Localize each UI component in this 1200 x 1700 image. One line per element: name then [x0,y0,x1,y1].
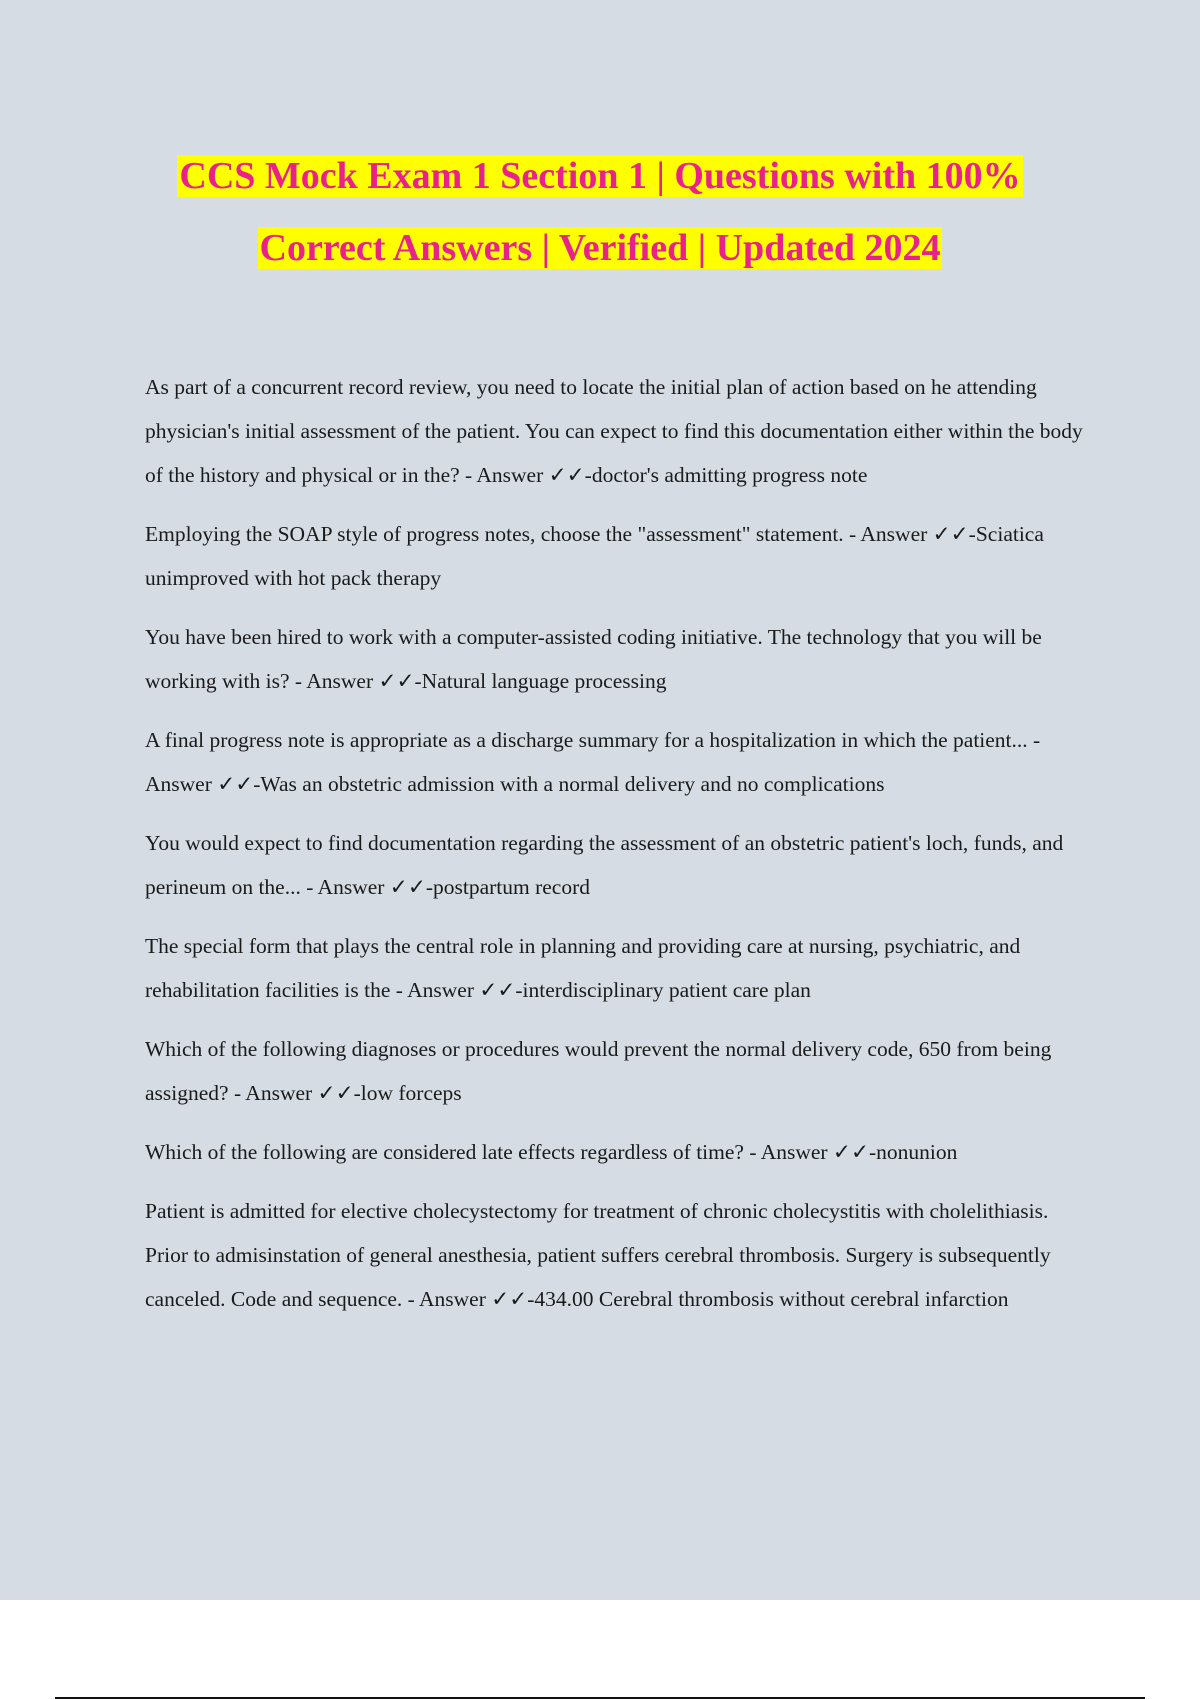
document-title [90,140,1110,284]
question-list [145,365,1090,1336]
question-answer-item: As part of a concurrent record review, you need to locate the initial plan of action based on he attending physician's initial assessment of the patient. You can expect to find this documentation either within the body of the history and physical or in the? - Answer ✓✓-doctor's admitting progress note [145,375,1083,487]
title-line-2: Correct Answers | Verified | Updated 2024 [259,227,941,269]
footer-divider [55,1697,1145,1699]
question-answer-item: A final progress note is appropriate as a discharge summary for a hospitalization in which the patient... - Answer ✓✓-Was an obstetric admission with a normal delivery and no complications [145,728,1041,796]
question-answer-item: You have been hired to work with a computer-assisted coding initiative. The technology that you will be working with is? - Answer ✓✓-Natural language processing [145,625,1042,693]
question-answer-item: Which of the following diagnoses or procedures would prevent the normal delivery code, 650 from being assigned? - Answer ✓✓-low forceps [145,1037,1052,1105]
question-answer-item: You would expect to find documentation regarding the assessment of an obstetric patient's loch, funds, and perineum on the... - Answer ✓✓-postpartum record [145,831,1064,899]
question-answer-item: Patient is admitted for elective cholecystectomy for treatment of chronic cholecystitis with cholelithiasis. Prior to admisinstation of general anesthesia, patient suffers cerebral thrombosis. Surgery is subsequently canceled. Code and sequence. - Answer ✓✓-434.00 Cerebral thrombosis without cerebral infarction [145,1199,1051,1311]
question-answer-item: Employing the SOAP style of progress notes, choose the "assessment" statement. - Answer ✓✓-Sciatica unimproved with hot pack therapy [145,522,1044,590]
question-answer-item: Which of the following are considered late effects regardless of time? - Answer ✓✓-nonunion [145,1140,958,1164]
question-answer-item: The special form that plays the central role in planning and providing care at nursing, psychiatric, and rehabilitation facilities is the - Answer ✓✓-interdisciplinary patient care plan [145,934,1021,1002]
title-line-1: CCS Mock Exam 1 Section 1 | Questions with 100% [179,155,1021,197]
